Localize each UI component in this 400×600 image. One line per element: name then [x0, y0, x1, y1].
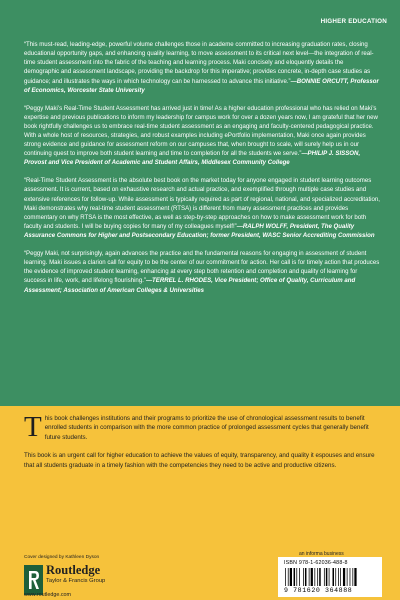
publisher-block — [46, 564, 105, 585]
routledge-logo-icon — [24, 565, 43, 595]
description-paragraph — [24, 411, 376, 443]
quote-text: “Peggy Maki, not surprisingly, again advances the practice and the fundamental reasons for engaging in assessment of student learning. Maki issues a clarion call for equity to be the center of our commitment for action. Her call is for timely action that produces the evidence of improved student learning, enhancing at every step both retention and completion and quality of learning for success in life, work, and lifelong flourishing.” — [24, 249, 380, 285]
description-text: his book challenges institutions and their programs to prioritize the use of chronological assessment results to benefit enrolled students in comparison with the more common practice of prolonged assessment cycles that generally benefit future students. — [44, 415, 369, 441]
publisher-website: www.routledge.com — [24, 592, 72, 598]
publisher-group: Taylor & Francis Group — [46, 578, 106, 584]
barcode-panel — [278, 557, 382, 597]
book-description — [24, 411, 376, 479]
quote-text: “Peggy Maki’s Real-Time Student Assessment has arrived just in time! As a higher education professional who has relied on Maki’s expertise and previous publications to inform my leadership for campus work for over a dozen years now, I am grateful that her new book rightfully challenges us to embrace real-time student assessment as an engaging and faculty-centered pedagogical practice. With a whole host of resources, strategies, and robust examples including ePortfolio implementation, Maki once again provides strong evidence and guidance for assessment reform on our campuses that, when brought to scale, will surely help us in our continuing quest to improve both student learning and time to completion for all the students we serve.” — [24, 104, 378, 158]
quote-attribution: —RALPH WOLFF, President, The Quality Assurance Commons for Higher and Postsecondary Education; former President, WASC Senior Accrediting Commission — [24, 223, 375, 240]
isbn-label: ISBN 978-1-62036-488-8 — [284, 560, 348, 566]
quote-text: “This must-read, leading-edge, powerful volume challenges those in academe committed to increasing graduation rates, closing educational opportunity gaps, and enhancing quality learning, to move assessment to its critical next level—the integration of real-time student assessment into the fabric of the teaching and learning process. Maki concisely and eloquently details the demographic and assessment landscape, providing the backdrop for this imperative; provides concrete, in-depth case studies as guidance; and illustrates the ways in which technology can be harnessed to advance this initiative.” — [24, 41, 374, 85]
category-label: HIGHER EDUCATION — [320, 18, 387, 25]
endorsement-quote — [24, 104, 380, 168]
informa-label: an informa business — [299, 551, 344, 557]
quote-attribution: —PHILIP J. SISSON, Provost and Vice President of Academic and Student Affairs, Middlesex Community College — [24, 150, 361, 167]
description-paragraph: This book is an urgent call for higher education to achieve the values of equity, transparency, and quality it espouses and ensure that all students graduate in a timely fashion with the competencies they need to be active and productive citizens. — [24, 452, 375, 469]
quote-text: “Real-Time Student Assessment is the absolute best book on the market today for anyone engaged in student learning outcomes assessment. It is current, based on exhaustive research and actual practice, and exemplified through multiple case studies and extensive references for follow-up. While assessment is typically required as part of regional, national, and specialized accreditation, Maki demonstrates why real-time student assessment (RTSA) is different from many assessment practices and provides commentary on why RTSA is the most effective, as well as step-by-step approaches on how to make assessment work for both faculty and students. I will be buying copies for many of my colleagues myself!” — [24, 177, 380, 230]
drop-cap: T — [24, 411, 42, 443]
isbn-number: 9 781620 364888 — [284, 587, 353, 594]
endorsements-list — [24, 40, 380, 303]
endorsement-quote — [24, 249, 380, 295]
quote-attribution: —TERREL L. RHODES, Vice President; Office of Quality, Curriculum and Assessment; Association of American Colleges & Universities — [24, 277, 356, 294]
quote-attribution: —BONNIE ORCUTT, Professor of Economics, Worcester State University — [24, 77, 379, 94]
cover-credit: Cover designed by Kathleen Dyson — [24, 555, 100, 560]
endorsement-quote — [24, 176, 380, 240]
publisher-name: Routledge — [46, 563, 101, 577]
endorsement-quote — [24, 40, 380, 95]
barcode-icon — [284, 568, 376, 586]
description-section — [0, 406, 400, 600]
